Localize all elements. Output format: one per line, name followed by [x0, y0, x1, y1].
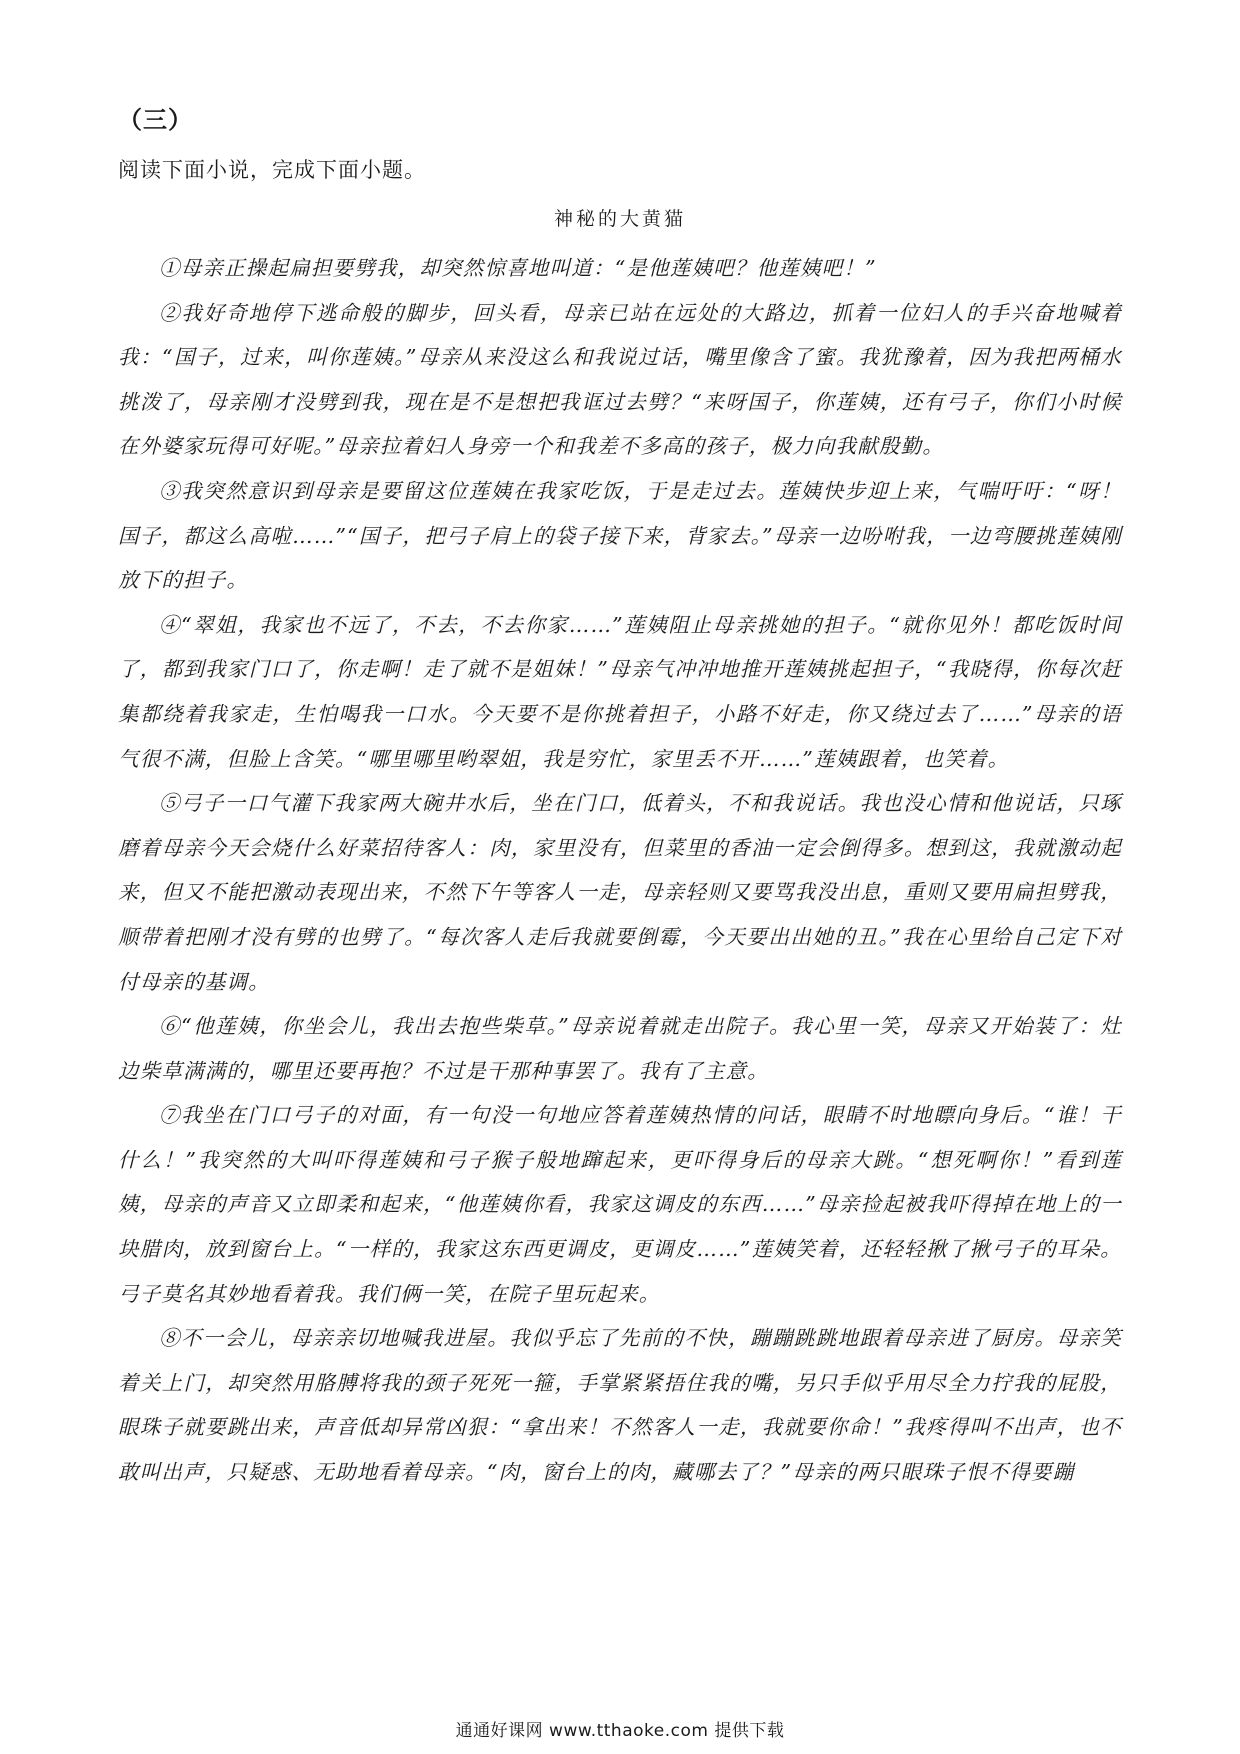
paragraph-1: ①母亲正操起扁担要劈我，却突然惊喜地叫道：“是他莲姨吧？他莲姨吧！” [159, 256, 877, 280]
section-heading: （三） [118, 106, 193, 134]
story-body [118, 246, 1122, 1495]
paragraph-2: ②我好奇地停下逃命般的脚步，回头看，母亲已站在远处的大路边，抓着一位妇人的手兴奋地喊着我：“国子，过来，叫你莲姨。”母亲从来没这么和我说过话，嘴里像含了蜜。我犹豫着，因为我把两桶水挑泼了，母亲刚才没劈到我，现在是不是想把我诓过去劈？“来呀国子，你莲姨，还有弓子，你们小时候在外婆家玩得可好呢。”母亲拉着妇人身旁一个和我差不多高的孩子，极力向我献殷勤。 [118, 300, 1122, 459]
paragraph-8: ⑧不一会儿，母亲亲切地喊我进屋。我似乎忘了先前的不快，蹦蹦跳跳地跟着母亲进了厨房。母亲笑着关上门，却突然用胳膊将我的颈子死死一箍，手掌紧紧捂住我的嘴，另只手似乎用尽全力拧我的屁股，眼珠子就要跳出来，声音低却异常凶狠：“拿出来！不然客人一走，我就要你命！”我疼得叫不出声，也不敢叫出声，只疑惑、无助地看着母亲。“肉，窗台上的肉，藏哪去了？”母亲的两只眼珠子恨不得要蹦 [118, 1326, 1122, 1485]
paragraph-3: ③我突然意识到母亲是要留这位莲姨在我家吃饭，于是走过去。莲姨快步迎上来，气喘吁吁：“呀！国子，都这么高啦……”“国子，把弓子肩上的袋子接下来，背家去。”母亲一边吩咐我，一边弯腰挑莲姨刚放下的担子。 [118, 478, 1122, 593]
page-footer: 通通好课网 www.tthaoke.com 提供下载 [455, 1721, 785, 1741]
paragraph-7: ⑦我坐在门口弓子的对面，有一句没一句地应答着莲姨热情的问话，眼睛不时地瞟向身后。“谁！干什么！”我突然的大叫吓得莲姨和弓子猴子般地蹿起来，更吓得身后的母亲大跳。“想死啊你！”看到莲姨，母亲的声音又立即柔和起来，“他莲姨你看，我家这调皮的东西……”母亲捡起被我吓得掉在地上的一块腊肉，放到窗台上。“一样的，我家这东西更调皮，更调皮……”莲姨笑着，还轻轻揪了揪弓子的耳朵。弓子莫名其妙地看着我。我们俩一笑，在院子里玩起来。 [118, 1103, 1122, 1306]
story-title: 神秘的大黄猫 [553, 208, 686, 230]
paragraph-5: ⑤弓子一口气灌下我家两大碗井水后，坐在门口，低着头，不和我说话。我也没心情和他说话，只琢磨着母亲今天会烧什么好菜招待客人：肉，家里没有，但菜里的香油一定会倒得多。想到这，我就激动起来，但又不能把激动表现出来，不然下午等客人一走，母亲轻则又要骂我没出息，重则又要用扁担劈我，顺带着把刚才没有劈的也劈了。“每次客人走后我就要倒霉，今天要出出她的丑。”我在心里给自己定下对付母亲的基调。 [118, 791, 1122, 994]
instruction-text: 阅读下面小说，完成下面小题。 [118, 158, 426, 182]
paragraph-4: ④“翠姐，我家也不远了，不去，不去你家……”莲姨阻止母亲挑她的担子。“就你见外！都吃饭时间了，都到我家门口了，你走啊！走了就不是姐妹！”母亲气冲冲地推开莲姨挑起担子，“我晓得，你每次赶集都绕着我家走，生怕喝我一口水。今天要不是你挑着担子，小路不好走，你又绕过去了……”母亲的语气很不满，但脸上含笑。“哪里哪里哟翠姐，我是穷忙，家里丢不开……”莲姨跟着，也笑着。 [118, 612, 1122, 771]
paragraph-6: ⑥“他莲姨，你坐会儿，我出去抱些柴草。”母亲说着就走出院子。我心里一笑，母亲又开始装了：灶边柴草满满的，哪里还要再抱？不过是干那种事罢了。我有了主意。 [118, 1014, 1122, 1083]
